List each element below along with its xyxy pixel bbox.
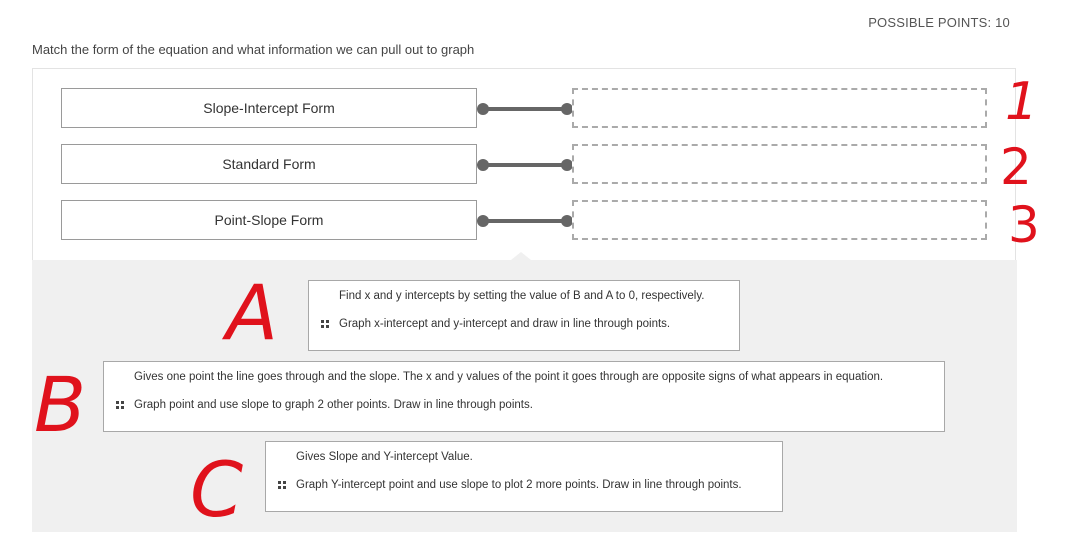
answer-line-2: Graph Y-intercept point and use slope to plot 2 more points. Draw in line through points. — [296, 479, 742, 491]
annotation-number-2: 2 — [1000, 138, 1032, 196]
annotation-number-1: 1 — [1005, 72, 1039, 132]
prompt-slope-intercept: Slope-Intercept Form — [61, 88, 477, 128]
answer-card-point-slope[interactable] — [103, 361, 945, 432]
question-text: Match the form of the equation and what information we can pull out to graph — [32, 42, 475, 57]
connector-3 — [477, 215, 573, 227]
annotation-letter-c: C — [190, 445, 244, 534]
annotation-letter-b: B — [34, 360, 87, 449]
prompt-standard: Standard Form — [61, 144, 477, 184]
pool-notch — [511, 252, 531, 260]
drag-handle-icon[interactable] — [321, 320, 330, 328]
answer-line-1: Find x and y intercepts by setting the value of B and A to 0, respectively. — [339, 290, 705, 302]
answer-line-2: Graph point and use slope to graph 2 other points. Draw in line through points. — [134, 399, 533, 411]
drop-zone-2[interactable] — [572, 144, 987, 184]
drag-handle-icon[interactable] — [278, 481, 287, 489]
drop-zone-3[interactable] — [572, 200, 987, 240]
answer-line-1: Gives Slope and Y-intercept Value. — [296, 451, 473, 463]
answer-card-intercepts[interactable] — [308, 280, 740, 351]
answer-card-slope-intercept[interactable] — [265, 441, 783, 512]
possible-points: POSSIBLE POINTS: 10 — [868, 15, 1010, 30]
answer-line-1: Gives one point the line goes through and the slope. The x and y values of the point it goes through are opposite signs of what appears in equation. — [134, 371, 884, 383]
connector-2 — [477, 159, 573, 171]
answer-line-2: Graph x-intercept and y-intercept and draw in line through points. — [339, 318, 671, 330]
drop-zone-1[interactable] — [572, 88, 987, 128]
annotation-number-3: 3 — [1008, 196, 1040, 254]
prompt-point-slope: Point-Slope Form — [61, 200, 477, 240]
drag-handle-icon[interactable] — [116, 401, 125, 409]
annotation-letter-a: A — [226, 268, 278, 357]
connector-1 — [477, 103, 573, 115]
